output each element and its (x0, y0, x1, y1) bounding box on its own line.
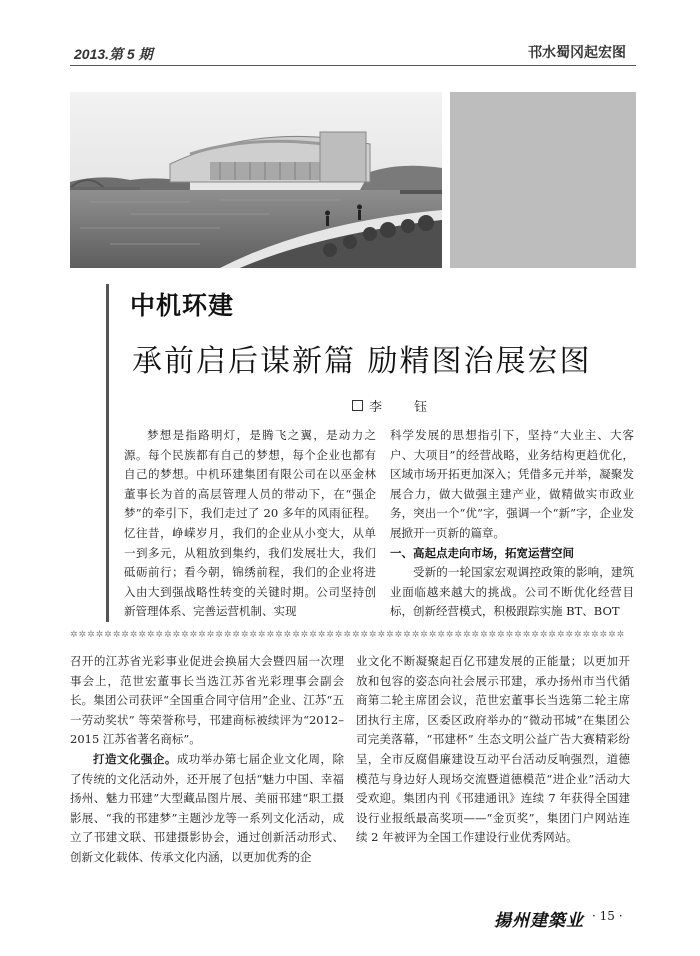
paragraph: 梦想是指路明灯，是腾飞之翼，是动力之源。每个民族都有自己的梦想，每个企业也都有自己的梦想。中机环建集团有限公司在以巫金林董事长为首的高层管理人员的带动下，在“强企梦”的牵引下，我们走过了 20 多年的风雨征程。忆往昔，峥嵘岁月，我们的企业从小变大，从单一到多元，从粗放到集约，我们发展壮大，我们砥砺前行；看今朝，锦绣前程，我们的企业将进入由大到强战略性转变的关键时期。公司坚持创新管理体系、完善运营机制、实现 (124, 428, 376, 619)
paragraph: 业文化不断凝聚起百亿邗建发展的正能量；以更加开放和包容的姿态向社会展示邗建，承办扬州市当代循商第二轮主席团会议，范世宏董事长当选第二轮主席团执行主席，区委区政府举办的“微动邗城”在集团公司完美落幕，“邗建杯” 生态文明公益广告大赛精彩纷呈，全市反腐倡廉建设互动平台活动反响强烈，道德模范与身边好人现场交流暨道德模范“进企业”活动大受欢迎。集团内刊《邗建通讯》连续 7 年获得全国建设行业报纸最高奖项——“金页奖”，集团门户网站连续 2 年被评为全国工作建设行业优秀网站。 (356, 654, 630, 845)
star-divider: ✲✲✲✲✲✲✲✲✲✲✲✲✲✲✲✲✲✲✲✲✲✲✲✲✲✲✲✲✲✲✲✲✲✲✲✲✲✲✲✲✲✲✲✲✲✲✲✲✲✲✲✲✲✲✲✲✲✲✲✲✲✲✲✲✲ (70, 630, 626, 640)
paragraph (70, 750, 344, 868)
issue-label: 2013.第 5 期 (74, 46, 153, 62)
author-box-icon (352, 400, 363, 411)
page-number: · 15 · (592, 909, 623, 923)
title-accent-bar (106, 284, 109, 622)
lower-right-column (356, 652, 630, 882)
paragraph: 受新的一轮国家宏观调控政策的影响，建筑业面临越来越大的挑战。公司不断优化经营目标，创新经营模式，积极跟踪实施 BT、BOT (390, 565, 634, 619)
bold-lead: 打造文化强企。 (93, 751, 177, 766)
section-heading: 一、高起点走向市场，拓宽运营空间 (390, 545, 574, 560)
article-subtitle: 承前启后谋新篇 励精图治展宏图 (132, 344, 592, 379)
author-name: 李 钰 (369, 400, 442, 415)
header-photo (70, 92, 442, 268)
upper-right-column (390, 426, 634, 624)
author-line (352, 396, 441, 415)
magazine-logo: 揚州建築业 (494, 911, 584, 931)
header-divider (70, 65, 636, 66)
article-title: 中机环建 (130, 291, 235, 320)
gray-panel (450, 92, 636, 268)
lower-left-column (70, 652, 344, 872)
paragraph: 科学发展的思想指引下，坚持“大业主、大客户、大项目”的经营战略，业务结构更趋优化，区域市场开拓更加深入；凭借多元并举，凝聚发展合力，做大做强主建产业，做精做实市政业务，突出一个“优”字，强调一个“新”字，企业发展掀开一页新的篇章。 (390, 428, 634, 540)
section-title: 邗水蜀冈起宏图 (528, 45, 626, 61)
upper-left-column (124, 426, 376, 624)
paragraph: 召开的江苏省光彩事业促进会换届大会暨四届一次理事会上，范世宏董事长当选江苏省光彩理事会副会长。集团公司获评“全国重合同守信用”企业、江苏“五一劳动奖状” 等荣誉称号，邗建商标被续评为“2012–2015 江苏省著名商标”。 (70, 654, 344, 747)
paragraph-body: 成功举办第七届企业文化周，除了传统的文化活动外，还开展了包括“魅力中国、幸福扬州、魅力邗建”大型藏品图片展、美丽邗建“职工摄影展、“我的邗建梦”主题沙龙等一系列文化活动，成立了邗建文联、邗建摄影协会，通过创新活动形式、创新文化载体、传承文化内涵，以更加优秀的企 (70, 751, 344, 864)
